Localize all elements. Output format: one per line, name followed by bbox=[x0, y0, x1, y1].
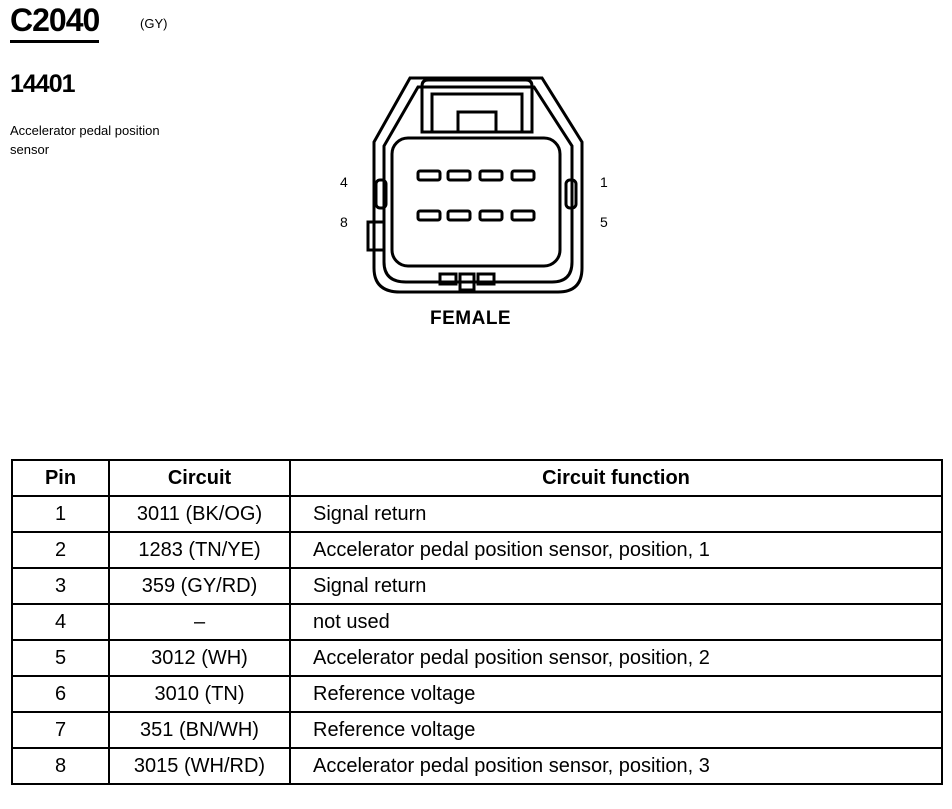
pin-cavity-body bbox=[392, 138, 560, 266]
connector-inner-shell bbox=[384, 87, 572, 282]
bottom-keyway-right bbox=[478, 274, 494, 284]
connector-face-diagram bbox=[330, 70, 630, 305]
pin-label-top-left: 4 bbox=[340, 174, 348, 190]
circuit-cell: 3015 (WH/RD) bbox=[109, 748, 290, 784]
view-label: FEMALE bbox=[430, 308, 512, 329]
latch-tab bbox=[458, 112, 496, 132]
pin-cavity bbox=[418, 211, 440, 220]
pin-cell: 5 bbox=[12, 640, 109, 676]
pin-cavity bbox=[448, 171, 470, 180]
bottom-keyway-left bbox=[440, 274, 456, 284]
pin-table bbox=[11, 459, 943, 785]
pin-cell: 6 bbox=[12, 676, 109, 712]
function-cell: Accelerator pedal position sensor, position, 3 bbox=[290, 748, 942, 784]
pin-cavity bbox=[418, 171, 440, 180]
table-row bbox=[12, 640, 942, 676]
table-row bbox=[12, 748, 942, 784]
table-row bbox=[12, 676, 942, 712]
circuit-cell: 3012 (WH) bbox=[109, 640, 290, 676]
function-cell: Reference voltage bbox=[290, 676, 942, 712]
pin-label-bottom-right: 5 bbox=[600, 214, 608, 230]
pin-cell: 2 bbox=[12, 532, 109, 568]
pin-cavity bbox=[448, 211, 470, 220]
pin-label-top-right: 1 bbox=[600, 174, 608, 190]
left-bottom-tab bbox=[368, 222, 384, 250]
pin-cavity bbox=[512, 211, 534, 220]
function-cell: Accelerator pedal position sensor, position, 2 bbox=[290, 640, 942, 676]
pin-cell: 7 bbox=[12, 712, 109, 748]
header-circuit: Circuit bbox=[109, 460, 290, 496]
left-key bbox=[376, 180, 386, 208]
pin-cavity bbox=[512, 171, 534, 180]
function-cell: Signal return bbox=[290, 568, 942, 604]
pin-cavity bbox=[480, 211, 502, 220]
pin-cell: 4 bbox=[12, 604, 109, 640]
part-number: 14401 bbox=[10, 70, 75, 98]
circuit-cell: 359 (GY/RD) bbox=[109, 568, 290, 604]
pin-cell: 1 bbox=[12, 496, 109, 532]
function-cell: Reference voltage bbox=[290, 712, 942, 748]
circuit-cell: 3011 (BK/OG) bbox=[109, 496, 290, 532]
circuit-cell: 1283 (TN/YE) bbox=[109, 532, 290, 568]
table-row bbox=[12, 712, 942, 748]
table-row bbox=[12, 604, 942, 640]
pin-label-bottom-left: 8 bbox=[340, 214, 348, 230]
pin-cell: 8 bbox=[12, 748, 109, 784]
circuit-cell: 351 (BN/WH) bbox=[109, 712, 290, 748]
header-pin: Pin bbox=[12, 460, 109, 496]
pin-cell: 3 bbox=[12, 568, 109, 604]
function-cell: Accelerator pedal position sensor, position, 1 bbox=[290, 532, 942, 568]
connector-id: C2040 bbox=[10, 2, 99, 43]
component-name: Accelerator pedal position sensor bbox=[10, 123, 160, 157]
connector-color-code: (GY) bbox=[140, 16, 168, 31]
circuit-cell: 3010 (TN) bbox=[109, 676, 290, 712]
pin-table-header bbox=[12, 460, 942, 496]
pin-cavity bbox=[480, 171, 502, 180]
circuit-cell: – bbox=[109, 604, 290, 640]
table-row bbox=[12, 496, 942, 532]
function-cell: Signal return bbox=[290, 496, 942, 532]
table-row bbox=[12, 532, 942, 568]
header-circuit-function: Circuit function bbox=[290, 460, 942, 496]
table-row bbox=[12, 568, 942, 604]
function-cell: not used bbox=[290, 604, 942, 640]
